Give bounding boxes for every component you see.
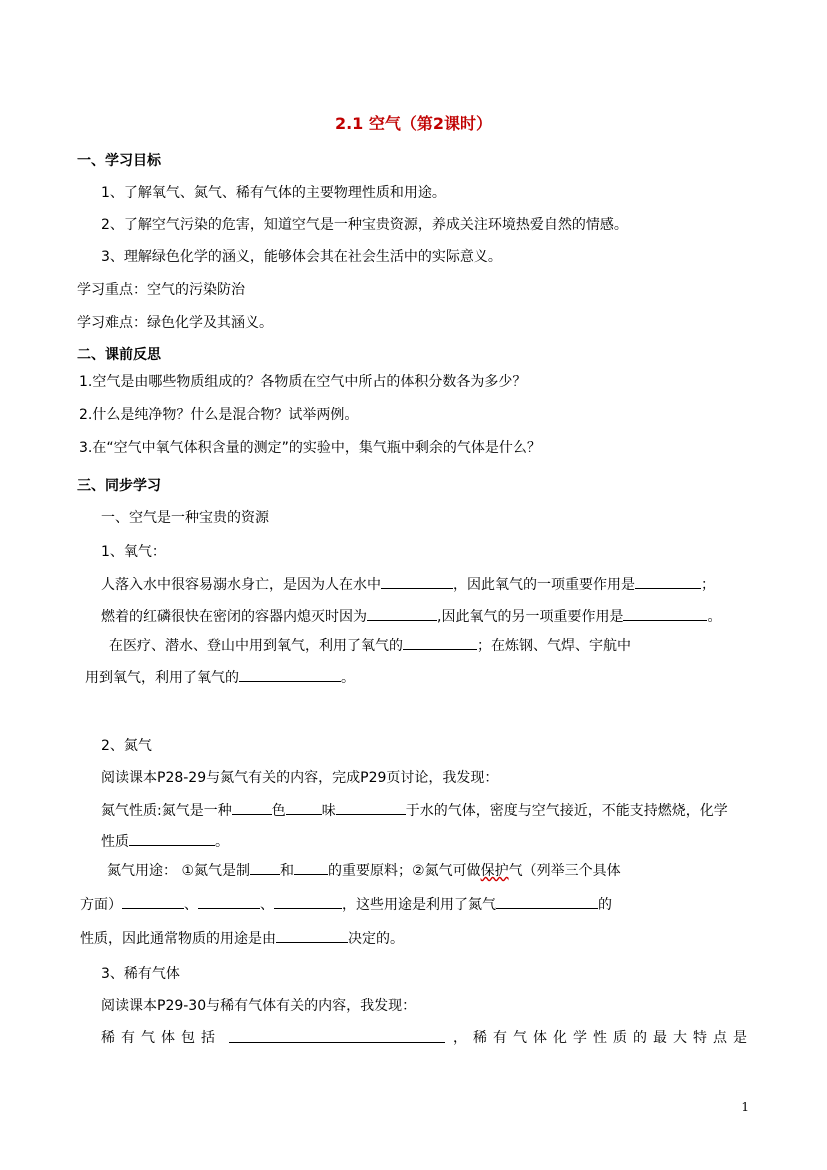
fill-blank[interactable]: [496, 894, 598, 909]
nitrogen-label: 2、氮气: [101, 738, 152, 754]
fill-blank[interactable]: [294, 860, 328, 875]
nitrogen-use-line-2: 方面） 、 、 ，这些用途是利用了氮气 的: [80, 894, 612, 915]
fill-blank[interactable]: [623, 606, 707, 621]
fill-blank[interactable]: [286, 800, 322, 815]
oxygen-line-3: 在医疗、潜水、登山中用到氧气，利用了氧气的 ；在炼钢、气焊、宇航中: [109, 635, 631, 656]
rare-gas-label: 3、稀有气体: [101, 966, 180, 982]
nitrogen-use-line-3: 性质，因此通常物质的用途是由 决定的。: [80, 928, 404, 949]
fill-blank[interactable]: [229, 1028, 445, 1043]
fill-blank[interactable]: [403, 635, 477, 650]
nitrogen-property-line-2: 性质 。: [101, 831, 229, 852]
fill-blank[interactable]: [129, 831, 215, 846]
nitrogen-property-line-1: 氮气性质:氮气是一种 色 味 于水的气体，密度与空气接近，不能支持燃烧，化学: [101, 800, 728, 821]
section-heading-objectives: 一、学习目标: [77, 153, 161, 169]
objective-item: 3、理解绿色化学的涵义，能够体会其在社会生活中的实际意义。: [101, 249, 502, 265]
fill-blank[interactable]: [381, 574, 453, 589]
fill-blank[interactable]: [367, 606, 437, 621]
nitrogen-use-line-1: 氮气用途： ①氮气是制 和 的重要原料；②氮气可做保护气（列举三个具体: [107, 860, 621, 881]
nitrogen-read: 阅读课本P28-29与氮气有关的内容，完成P29页讨论，我发现：: [101, 770, 499, 786]
rare-gas-read: 阅读课本P29-30与稀有气体有关的内容，我发现：: [101, 998, 417, 1014]
fill-blank[interactable]: [276, 928, 348, 943]
fill-blank[interactable]: [250, 860, 280, 875]
oxygen-line-1: 人落入水中很容易溺水身亡，是因为人在水中 ，因此氧气的一项重要作用是 ；: [101, 574, 715, 595]
reflection-question: 3.在“空气中氧气体积含量的测定”的实验中，集气瓶中剩余的气体是什么？: [79, 440, 541, 456]
subsection-title: 一、空气是一种宝贵的资源: [101, 510, 269, 526]
fill-blank[interactable]: [122, 894, 184, 909]
objective-item: 2、了解空气污染的危害，知道空气是一种宝贵资源，养成关注环境热爱自然的情感。: [101, 217, 628, 233]
difficult-point: 学习难点：绿色化学及其涵义。: [77, 315, 273, 331]
section-heading-reflection: 二、课前反思: [77, 347, 161, 363]
fill-blank[interactable]: [198, 894, 260, 909]
reflection-question: 1.空气是由哪些物质组成的？各物质在空气中所占的体积分数各为多少？: [79, 374, 527, 390]
oxygen-line-4: 用到氧气，利用了氧气的 。: [85, 667, 355, 688]
fill-blank[interactable]: [274, 894, 342, 909]
objective-item: 1、了解氧气、氮气、稀有气体的主要物理性质和用途。: [101, 185, 446, 201]
fill-blank[interactable]: [336, 800, 406, 815]
oxygen-line-2: 燃着的红磷很快在密闭的容器内熄灭时因为 ,因此氧气的另一项重要作用是 。: [101, 606, 721, 627]
reflection-question: 2.什么是纯净物？什么是混合物？试举两例。: [79, 407, 359, 423]
rare-gas-line-1: 稀有气体包括 ，稀有气体化学性质的最大特点是: [101, 1030, 753, 1046]
fill-blank[interactable]: [239, 667, 341, 682]
fill-blank[interactable]: [635, 574, 701, 589]
oxygen-label: 1、氧气：: [101, 544, 166, 560]
key-point: 学习重点：空气的污染防治: [77, 282, 245, 298]
section-heading-study: 三、同步学习: [77, 478, 161, 494]
page-number: 1: [741, 1100, 749, 1114]
fill-blank[interactable]: [232, 800, 272, 815]
page-title: 2.1 空气（第2课时）: [334, 114, 493, 133]
